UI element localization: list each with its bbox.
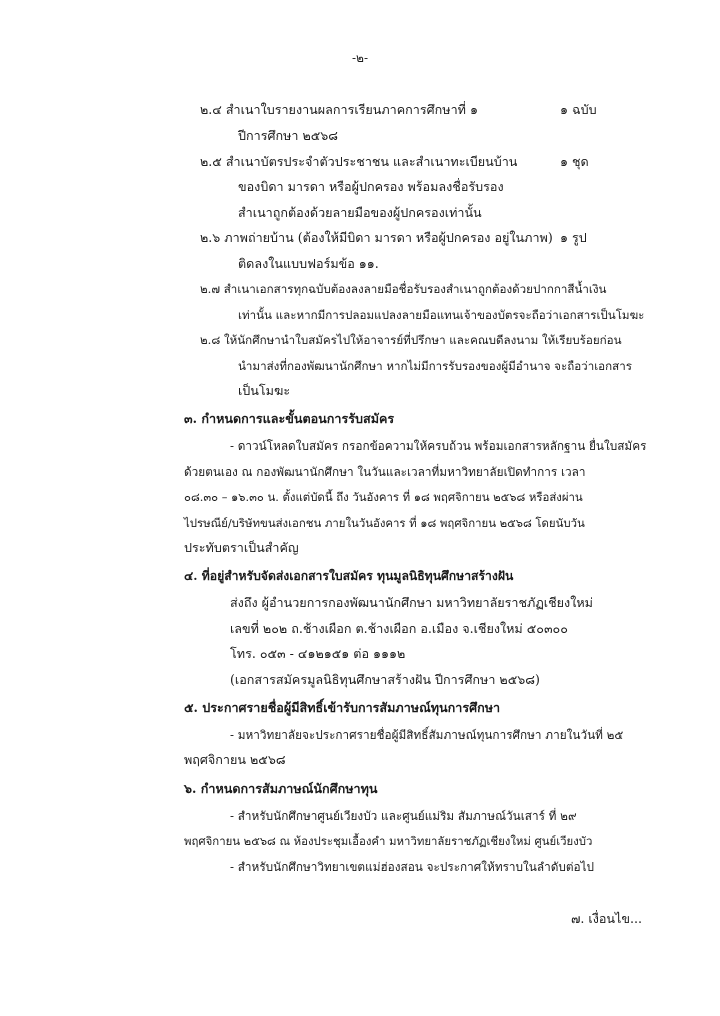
section-3-line-4: ไปรษณีย์/บริษัทขนส่งเอกชน ภายในวันอังคาร ที่ ๑๘ พฤศจิกายน ๒๕๖๘ โดยนับวัน [184,516,585,530]
section-3-line-5: ประทับตราเป็นสำคัญ [184,540,299,555]
section-3-line-3: ๐๘.๓๐ – ๑๖.๓๐ น. ตั้งแต่บัดนี้ ถึง วันอังคาร ที่ ๑๘ พฤศจิกายน ๒๕๖๘ หรือส่งผ่าน [184,490,583,504]
section-6-heading: ๖. กำหนดการสัมภาษณ์นักศึกษาทุน [184,781,378,796]
item-2-7-line-1: ๒.๗ สำเนาเอกสารทุกฉบับต้องลงลายมือชื่อรับรองสำเนาถูกต้องด้วยปากกาสีน้ำเงิน [200,282,607,296]
item-2-5-line-1: ๒.๕ สำเนาบัตรประจำตัวประชาชน และสำเนาทะเบียนบ้าน [200,154,518,169]
item-2-8-line-3: เป็นโมฆะ [238,383,291,398]
section-5-heading: ๕. ประกาศรายชื่อผู้มีสิทธิ์เข้ารับการสัมภาษณ์ทุนการศึกษา [184,700,501,715]
item-2-4-line-2: ปีการศึกษา ๒๕๖๘ [238,128,338,143]
section-6-line-1: - สำหรับนักศึกษาศูนย์เวียงบัว และศูนย์แม่ริม สัมภาษณ์วันเสาร์ ที่ ๒๙ [230,809,577,823]
section-4-address-line-1: ส่งถึง ผู้อำนวยการกองพัฒนานักศึกษา มหาวิทยาลัยราชภัฏเชียงใหม่ [230,595,593,610]
section-3-line-2: ด้วยตนเอง ณ กองพัฒนานักศึกษา ในวันและเวลาที่มหาวิทยาลัยเปิดทำการ เวลา [184,465,586,479]
section-4-note: (เอกสารสมัครมูลนิธิทุนศึกษาสร้างฝัน ปีการศึกษา ๒๕๖๘) [230,672,540,687]
page-number: -๒- [351,51,369,65]
item-2-6-line-1: ๒.๖ ภาพถ่ายบ้าน (ต้องให้มีบิดา มารดา หรือผู้ปกครอง อยู่ในภาพ) [200,230,553,245]
item-2-8-line-1: ๒.๘ ให้นักศึกษานำใบสมัครไปให้อาจารย์ที่ปรึกษา และคณบดีลงนาม ให้เรียบร้อยก่อน [200,333,622,347]
section-5-line-1: - มหาวิทยาลัยจะประกาศรายชื่อผู้มีสิทธิ์สัมภาษณ์ทุนการศึกษา ภายในวันที่ ๒๕ [230,728,624,742]
section-3-line-1: - ดาวน์โหลดใบสมัคร กรอกข้อความให้ครบถ้วน พร้อมเอกสารหลักฐาน ยื่นใบสมัคร [230,439,647,453]
item-2-6-line-2: ติดลงในแบบฟอร์มข้อ ๑๑. [238,256,379,271]
section-4-phone: โทร. ๐๕๓ - ๔๑๒๑๕๑ ต่อ ๑๑๑๒ [230,646,406,661]
section-6-line-3: - สำหรับนักศึกษาวิทยาเขตแม่ฮ่องสอน จะประกาศให้ทราบในลำดับต่อไป [230,860,595,874]
item-2-7-line-2: เท่านั้น และหากมีการปลอมแปลงลายมือแทนเจ้าของบัตรจะถือว่าเอกสารเป็นโมฆะ [238,308,645,322]
item-2-5-quantity: ๑ ชุด [560,154,589,169]
section-3-heading: ๓. กำหนดการและขั้นตอนการรับสมัคร [184,411,395,426]
item-2-5-line-3: สำเนาถูกต้องด้วยลายมือของผู้ปกครองเท่านั้น [238,205,482,220]
item-2-4-quantity: ๑ ฉบับ [560,102,597,117]
item-2-4-line-1: ๒.๔ สำเนาใบรายงานผลการเรียนภาคการศึกษาที่ ๑ [200,102,478,117]
item-2-8-line-2: นำมาส่งที่กองพัฒนานักศึกษา หากไม่มีการรับรองของผู้มีอำนาจ จะถือว่าเอกสาร [238,359,632,373]
next-page-continuation: ๗. เงื่อนไข... [570,911,642,926]
item-2-5-line-2: ของบิดา มารดา หรือผู้ปกครอง พร้อมลงชื่อรับรอง [238,179,504,194]
section-6-line-2: พฤศจิกายน ๒๕๖๘ ณ ห้องประชุมเอื้องคำ มหาวิทยาลัยราชภัฏเชียงใหม่ ศูนย์เวียงบัว [184,834,593,848]
section-5-line-2: พฤศจิกายน ๒๕๖๘ [184,752,286,767]
section-4-heading: ๔. ที่อยู่สำหรับจัดส่งเอกสารใบสมัคร ทุนมูลนิธิทุนศึกษาสร้างฝัน [184,569,514,583]
item-2-6-quantity: ๑ รูป [560,230,587,245]
section-4-address-line-2: เลขที่ ๒๐๒ ถ.ช้างเผือก ต.ช้างเผือก อ.เมือง จ.เชียงใหม่ ๕๐๓๐๐ [230,621,568,636]
